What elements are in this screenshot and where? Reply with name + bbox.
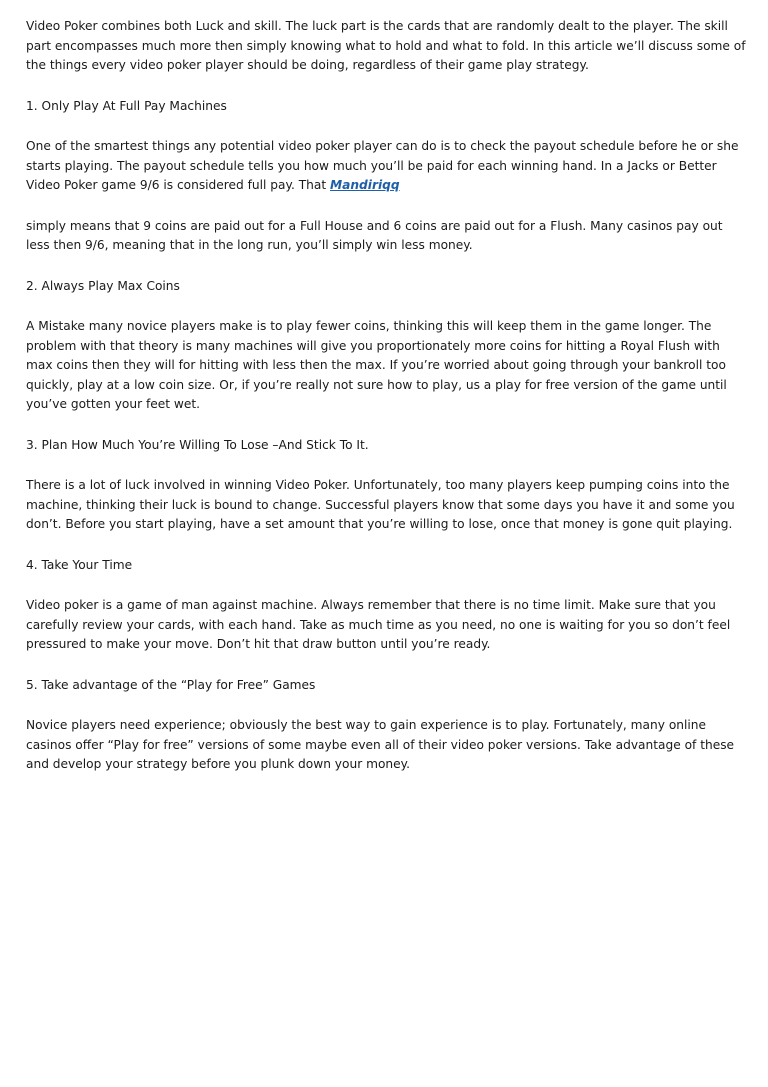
- intro-paragraph: Video Poker combines both Luck and skill. The luck part is the cards that are randomly dealt to the player. The skill part encompasses much more then simply knowing what to hold and what to fold. In this article we’ll discuss some of the things every video poker player should be doing, regardless of their game play strategy.: [26, 19, 746, 72]
- section-1-text-before-link: One of the smartest things any potential video poker player can do is to check the payout schedule before he or she starts playing. The payout schedule tells you how much you’ll be paid for each winning hand. In a Jacks or Better Video Poker game 9/6 is considered full pay. That: [26, 139, 739, 192]
- section-2-paragraph: A Mistake many novice players make is to play fewer coins, thinking this will keep them in the game longer. The problem with that theory is many machines will give you proportionately more coins for hitting a Royal Flush with max coins then they will for hitting with less then the max. If you’re worried about going through your bankroll too quickly, play at a low coin size. Or, if you’re really not sure how to play, us a play for free version of the game until you’ve gotten your feet wet.: [26, 319, 727, 411]
- section-4-heading: 4. Take Your Time: [26, 557, 133, 572]
- section-1-heading: 1. Only Play At Full Pay Machines: [26, 98, 227, 113]
- section-5-heading: 5. Take advantage of the “Play for Free” Games: [26, 677, 316, 692]
- document-page: [26, 17, 746, 796]
- section-5-paragraph: Novice players need experience; obviously the best way to gain experience is to play. Fortunately, many online casinos offer “Play for free” versions of some maybe even all of their video poker versions. Take advantage of these and develop your strategy before you plunk down your money.: [26, 718, 735, 771]
- section-4-paragraph: Video poker is a game of man against machine. Always remember that there is no time limit. Make sure that you carefully review your cards, with each hand. Take as much time as you need, no one is waiting for you so don’t feel pressured to make your move. Don’t hit that draw button until you’re ready.: [26, 598, 731, 651]
- mandiriqq-link[interactable]: Mandiriqq: [330, 178, 400, 192]
- section-1-paragraph-continued: simply means that 9 coins are paid out for a Full House and 6 coins are paid out for a Flush. Many casinos pay out less then 9/6, meaning that in the long run, you’ll simply win less money.: [26, 218, 723, 252]
- section-3-paragraph: There is a lot of luck involved in winning Video Poker. Unfortunately, too many players keep pumping coins into the machine, thinking their luck is bound to change. Successful players know that some days you have it and some you don’t. Before you start playing, have a set amount that you’re willing to lose, once that money is gone quit playing.: [26, 478, 735, 531]
- section-2-heading: 2. Always Play Max Coins: [26, 278, 180, 293]
- section-3-heading: 3. Plan How Much You’re Willing To Lose –And Stick To It.: [26, 437, 369, 452]
- section-1-paragraph: [26, 137, 746, 196]
